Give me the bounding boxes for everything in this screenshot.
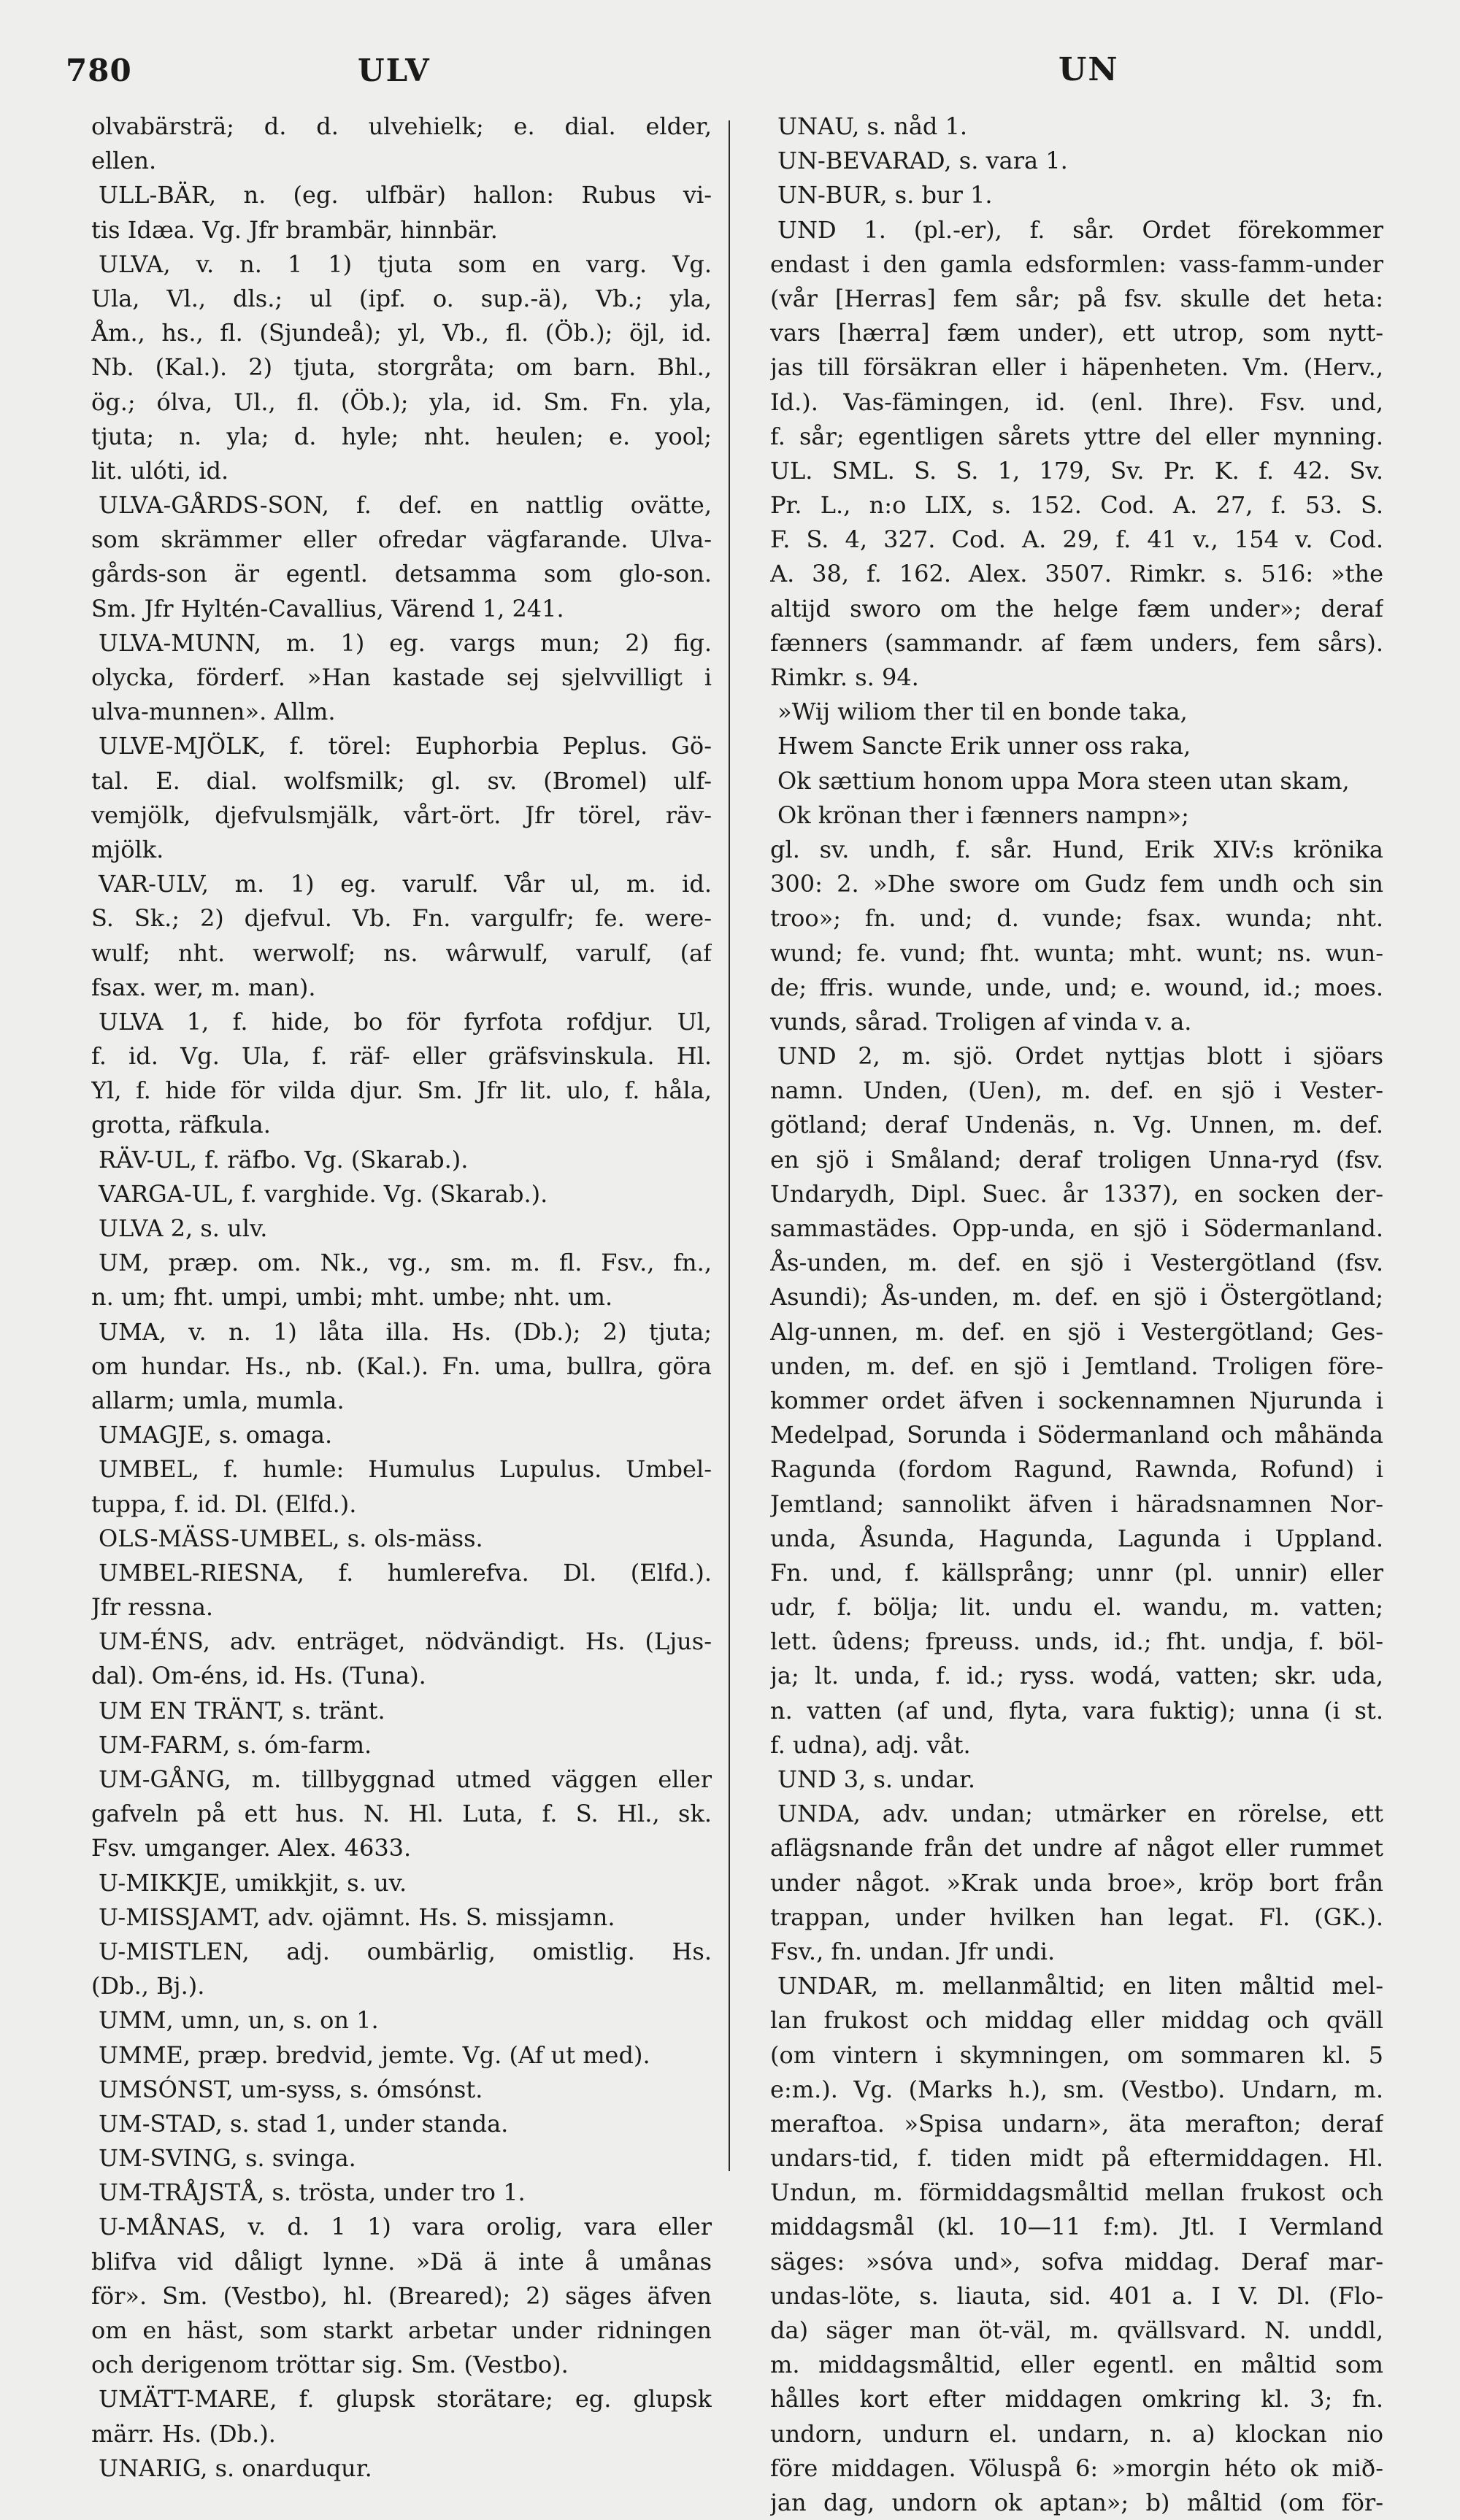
text-line: en sjö i Småland; deraf troligen Unna-ryd (fsv.: [770, 1145, 1383, 1174]
text-line: Medelpad, Sorunda i Södermanland och måhända: [770, 1421, 1383, 1449]
page-number: 780: [66, 53, 132, 88]
text-line: lett. ûdens; fpreuss. unds, id.; fht. undja, f. böl-: [770, 1627, 1383, 1656]
text-line: UMM, umn, un, s. on 1.: [99, 2006, 379, 2035]
text-line: Fsv., fn. undan. Jfr undi.: [770, 1937, 1056, 1965]
text-line: under något. »Krak unda broe», kröp bort från: [770, 1868, 1383, 1897]
text-line: S. Sk.; 2) djefvul. Vb. Fn. vargulfr; fe. were-: [91, 904, 712, 933]
text-line: UNAU, s. nåd 1.: [777, 112, 968, 140]
text-line: ellen.: [91, 147, 157, 175]
text-line: ög.; ólva, Ul., fl. (Öb.); yla, id. Sm. Fn. yla,: [91, 388, 712, 416]
text-line: UN-BEVARAD, s. vara 1.: [777, 147, 1068, 175]
text-line: (vår [Herras] fem sår; på fsv. skulle det heta:: [770, 284, 1383, 312]
text-line: kommer ordet äfven i sockennamnen Njurunda i: [770, 1386, 1383, 1414]
text-line: Åm., hs., fl. (Sjundeå); yl, Vb., fl. (Öb.); öjl, id.: [91, 319, 712, 347]
text-line: undas-löte, s. liauta, sid. 401 a. I V. Dl. (Flo-: [770, 2281, 1383, 2310]
text-line: UM-GÅNG, m. tillbyggnad utmed väggen eller: [99, 1765, 712, 1793]
text-line: A. 38, f. 162. Alex. 3507. Rimkr. s. 516: »the: [770, 560, 1383, 588]
text-line: ULVA-GÅRDS-SON, f. def. en nattlig ovätte,: [99, 491, 712, 520]
text-line: blifva vid dåligt lynne. »Dä ä inte å umånas: [91, 2247, 712, 2276]
text-line: ulva-munnen». Allm.: [91, 698, 336, 726]
text-line: jas till försäkran eller i häpenheten. Vm. (Herv.,: [770, 353, 1383, 382]
text-line: allarm; umla, mumla.: [91, 1386, 345, 1414]
text-line: grotta, räfkula.: [91, 1111, 271, 1139]
text-line: UNARIG, s. onarduqur.: [99, 2454, 372, 2482]
text-line: Ås-unden, m. def. en sjö i Vestergötland (fsv.: [770, 1249, 1383, 1277]
text-line: middagsmål (kl. 10—11 f:m). Jtl. I Vermland: [770, 2213, 1383, 2241]
text-line: Ragunda (fordom Ragund, Rawnda, Rofund) i: [770, 1455, 1383, 1484]
text-line: Undarydh, Dipl. Suec. år 1337), en socken der-: [770, 1179, 1383, 1208]
text-line: före middagen. Völuspå 6: »morgin héto ok mið-: [770, 2454, 1383, 2482]
text-line: wulf; nht. werwolf; ns. wârwulf, varulf, (af: [91, 939, 712, 967]
text-line: da) säger man öt-väl, m. qvällsvard. N. unddl,: [770, 2316, 1383, 2344]
text-line: Jemtland; sannolikt äfven i häradsnamnen Nor-: [770, 1490, 1383, 1518]
text-line: fænners (sammandr. af fæm unders, fem sårs).: [770, 628, 1383, 657]
text-line: UMA, v. n. 1) låta illa. Hs. (Db.); 2) tjuta;: [99, 1317, 712, 1346]
text-line: endast i den gamla edsformlen: vass-famm-under: [770, 250, 1383, 278]
text-line: UL. SML. S. S. 1, 179, Sv. Pr. K. f. 42. Sv.: [770, 456, 1383, 485]
text-line: götland; deraf Undenäs, n. Vg. Unnen, m. def.: [770, 1111, 1383, 1139]
text-line: Ula, Vl., dls.; ul (ipf. o. sup.-ä), Vb.; yla,: [91, 284, 712, 312]
text-line: Sm. Jfr Hyltén-Cavallius, Värend 1, 241.: [91, 594, 564, 623]
text-line: U-MIKKJE, umikkjit, s. uv.: [99, 1868, 407, 1897]
text-line: UMSÓNST, um-syss, s. ómsónst.: [99, 2075, 483, 2103]
text-line: UND 2, m. sjö. Ordet nyttjas blott i sjöars: [777, 1042, 1383, 1071]
text-line: om en häst, som starkt arbetar under ridningen: [91, 2316, 712, 2344]
text-line: olvabärsträ; d. d. ulvehielk; e. dial. elder,: [91, 112, 712, 140]
text-line: m. middagsmåltid, eller egentl. en måltid som: [770, 2351, 1383, 2379]
text-line: RÄV-UL, f. räfbo. Vg. (Skarab.).: [99, 1145, 469, 1174]
text-line: ULVA-MUNN, m. 1) eg. vargs mun; 2) fig.: [99, 628, 712, 657]
text-line: unda, Åsunda, Hagunda, Lagunda i Uppland.: [770, 1524, 1383, 1552]
text-line: som skrämmer eller ofredar vägfarande. Ulva-: [91, 525, 712, 554]
text-line: (om vintern i skymningen, om sommaren kl. 5: [770, 2041, 1383, 2069]
text-line: säges: »sóva und», sofva middag. Deraf mar-: [770, 2247, 1383, 2276]
text-line: UM, præp. om. Nk., vg., sm. m. fl. Fsv., fn.,: [99, 1249, 712, 1277]
text-line: meraftoa. »Spisa undarn», äta merafton; deraf: [770, 2109, 1383, 2138]
text-line: unden, m. def. en sjö i Jemtland. Troligen före-: [770, 1352, 1383, 1380]
text-line: ULVA 2, s. ulv.: [99, 1214, 268, 1242]
text-line: fsax. wer, m. man).: [91, 973, 316, 1001]
text-line: de; ffris. wunde, unde, und; e. wound, id.; moes.: [770, 973, 1383, 1001]
text-line: Fsv. umganger. Alex. 4633.: [91, 1834, 412, 1862]
column-divider: [729, 120, 730, 2171]
text-line: ULVA 1, f. hide, bo för fyrfota rofdjur. Ul,: [99, 1007, 712, 1036]
text-line: U-MISSJAMT, adv. ojämnt. Hs. S. missjamn.: [99, 1903, 615, 1931]
text-line: lit. ulóti, id.: [91, 456, 229, 485]
text-line: UMBEL, f. humle: Humulus Lupulus. Umbel-: [99, 1455, 712, 1484]
text-line: vars [hærra] fæm under), ett utrop, som nytt-: [770, 319, 1383, 347]
text-line: UND 3, s. undar.: [777, 1765, 975, 1793]
text-line: Asundi); Ås-unden, m. def. en sjö i Östergötland;: [770, 1283, 1383, 1311]
text-line: ULVE-MJÖLK, f. törel: Euphorbia Peplus. Gö-: [99, 732, 712, 760]
text-line: Jfr ressna.: [91, 1593, 214, 1622]
left-column: [91, 109, 712, 2486]
text-line: UM-ÉNS, adv. enträget, nödvändigt. Hs. (Ljus-: [99, 1627, 712, 1656]
text-line: gårds-son är egentl. detsamma som glo-son.: [91, 560, 712, 588]
text-line: wund; fe. vund; fht. wunta; mht. wunt; ns. wun-: [770, 939, 1383, 967]
text-line: för». Sm. (Vestbo), hl. (Breared); 2) säges äfven: [91, 2281, 712, 2310]
text-line: namn. Unden, (Uen), m. def. en sjö i Vester-: [770, 1076, 1383, 1105]
text-line: altijd sworo om the helge fæm under»; deraf: [770, 594, 1383, 623]
right-column: [770, 109, 1383, 2520]
text-line: 300: 2. »Dhe swore om Gudz fem undh och sin: [770, 870, 1383, 898]
text-line: ja; lt. unda, f. id.; ryss. wodá, vatten; skr. uda,: [770, 1662, 1383, 1690]
text-line: Fn. und, f. källsprång; unnr (pl. unnir) eller: [770, 1558, 1383, 1587]
text-line: UMME, præp. bredvid, jemte. Vg. (Af ut med).: [99, 2041, 650, 2069]
text-line: U-MÅNAS, v. d. 1 1) vara orolig, vara eller: [99, 2213, 712, 2241]
text-line: vemjölk, djefvulsmjälk, vårt-ört. Jfr törel, räv-: [91, 801, 712, 829]
text-line: udr, f. bölja; lit. undu el. wandu, m. vatten;: [770, 1593, 1383, 1622]
text-line: f. id. Vg. Ula, f. räf- eller gräfsvinskula. Hl.: [91, 1042, 712, 1071]
text-line: om hundar. Hs., nb. (Kal.). Fn. uma, bullra, göra: [91, 1352, 712, 1380]
text-line: f. sår; egentligen sårets yttre del eller mynning.: [770, 422, 1383, 450]
text-line: tjuta; n. yla; d. hyle; nht. heulen; e. yool;: [91, 422, 712, 450]
text-line: ULL-BÄR, n. (eg. ulfbär) hallon: Rubus vi-: [99, 181, 712, 209]
text-line: UN-BUR, s. bur 1.: [777, 181, 993, 209]
text-line: hålles kort efter middagen omkring kl. 3; fn.: [770, 2385, 1383, 2413]
text-line: UNDA, adv. undan; utmärker en rörelse, ett: [777, 1800, 1383, 1828]
text-line: Rimkr. s. 94.: [770, 663, 919, 691]
text-line: Undun, m. förmiddagsmåltid mellan frukost och: [770, 2178, 1383, 2207]
text-line: UM-STAD, s. stad 1, under standa.: [99, 2109, 509, 2138]
text-line: e:m.). Vg. (Marks h.), sm. (Vestbo). Undarn, m.: [770, 2075, 1383, 2103]
text-line: undorn, undurn el. undarn, n. a) klockan nio: [770, 2419, 1383, 2448]
text-line: Nb. (Kal.). 2) tjuta, storgråta; om barn. Bhl.,: [91, 353, 712, 382]
text-line: UMBEL-RIESNA, f. humlerefva. Dl. (Elfd.).: [99, 1558, 712, 1587]
text-line: vunds, sårad. Troligen af vinda v. a.: [770, 1007, 1192, 1036]
text-line: jan dag, undorn ok aptan»; b) måltid (om för-: [770, 2488, 1383, 2516]
text-line: Id.). Vas-fämingen, id. (enl. Ihre). Fsv. und,: [770, 388, 1383, 416]
text-line: n. um; fht. umpi, umbi; mht. umbe; nht. um.: [91, 1283, 613, 1311]
text-line: aflägsnande från det undre af något eller rummet: [770, 1834, 1383, 1862]
text-line: gl. sv. undh, f. sår. Hund, Erik XIV:s krönika: [770, 835, 1383, 863]
text-line: tis Idæa. Vg. Jfr brambär, hinnbär.: [91, 215, 498, 244]
text-line: Hwem Sancte Erik unner oss raka,: [777, 732, 1191, 760]
text-line: UM-TRÅJSTÅ, s. trösta, under tro 1.: [99, 2178, 526, 2207]
text-line: f. udna), adj. våt.: [770, 1730, 971, 1759]
text-line: lan frukost och middag eller middag och qväll: [770, 2006, 1383, 2035]
text-line: troo»; fn. und; d. vunde; fsax. wunda; nht.: [770, 904, 1383, 933]
text-line: »Wij wiliom ther til en bonde taka,: [777, 698, 1188, 726]
text-line: UM-SVING, s. svinga.: [99, 2144, 356, 2173]
text-line: tal. E. dial. wolfsmilk; gl. sv. (Bromel) ulf-: [91, 766, 712, 795]
text-line: mjölk.: [91, 835, 164, 863]
running-head-right: UN: [1058, 51, 1119, 88]
text-line: UM-FARM, s. óm-farm.: [99, 1730, 372, 1759]
text-line: Yl, f. hide för vilda djur. Sm. Jfr lit. ulo, f. håla,: [91, 1076, 712, 1105]
text-line: Alg-unnen, m. def. en sjö i Vestergötland; Ges-: [770, 1317, 1383, 1346]
text-line: Ok sættium honom uppa Mora steen utan skam,: [777, 766, 1350, 795]
text-line: sammastädes. Opp-unda, en sjö i Södermanland.: [770, 1214, 1383, 1242]
text-line: UMAGJE, s. omaga.: [99, 1421, 333, 1449]
text-line: VAR-ULV, m. 1) eg. varulf. Vår ul, m. id.: [99, 870, 712, 898]
text-line: F. S. 4, 327. Cod. A. 29, f. 41 v., 154 v. Cod.: [770, 525, 1383, 554]
text-line: OLS-MÄSS-UMBEL, s. ols-mäss.: [99, 1524, 483, 1552]
text-line: UNDAR, m. mellanmåltid; en liten måltid mel-: [777, 1972, 1383, 2000]
text-line: ULVA, v. n. 1 1) tjuta som en varg. Vg.: [99, 250, 712, 278]
text-line: och derigenom tröttar sig. Sm. (Vestbo).: [91, 2351, 569, 2379]
text-line: UMÄTT-MARE, f. glupsk storätare; eg. glupsk: [99, 2385, 712, 2413]
text-line: tuppa, f. id. Dl. (Elfd.).: [91, 1490, 357, 1518]
running-head-left: ULV: [358, 53, 431, 88]
text-line: undars-tid, f. tiden midt på eftermiddagen. Hl.: [770, 2144, 1383, 2173]
text-line: n. vatten (af und, flyta, vara fuktig); unna (i st.: [770, 1696, 1383, 1725]
text-line: märr. Hs. (Db.).: [91, 2419, 276, 2448]
text-line: UM EN TRÄNT, s. tränt.: [99, 1696, 385, 1725]
text-line: gafveln på ett hus. N. Hl. Luta, f. S. Hl., sk.: [91, 1800, 712, 1828]
text-line: Ok krönan ther i fænners nampn»;: [777, 801, 1189, 829]
text-line: (Db., Bj.).: [91, 1972, 205, 2000]
text-line: VARGA-UL, f. varghide. Vg. (Skarab.).: [99, 1179, 548, 1208]
text-line: UND 1. (pl.-er), f. sår. Ordet förekommer: [777, 215, 1383, 244]
text-line: olycka, förderf. »Han kastade sej sjelvvilligt i: [91, 663, 712, 691]
text-line: dal). Om-éns, id. Hs. (Tuna).: [91, 1662, 426, 1690]
text-line: U-MISTLEN, adj. oumbärlig, omistlig. Hs.: [99, 1937, 712, 1965]
text-line: trappan, under hvilken han legat. Fl. (GK.).: [770, 1903, 1383, 1931]
text-line: Pr. L., n:o LIX, s. 152. Cod. A. 27, f. 53. S.: [770, 491, 1383, 520]
